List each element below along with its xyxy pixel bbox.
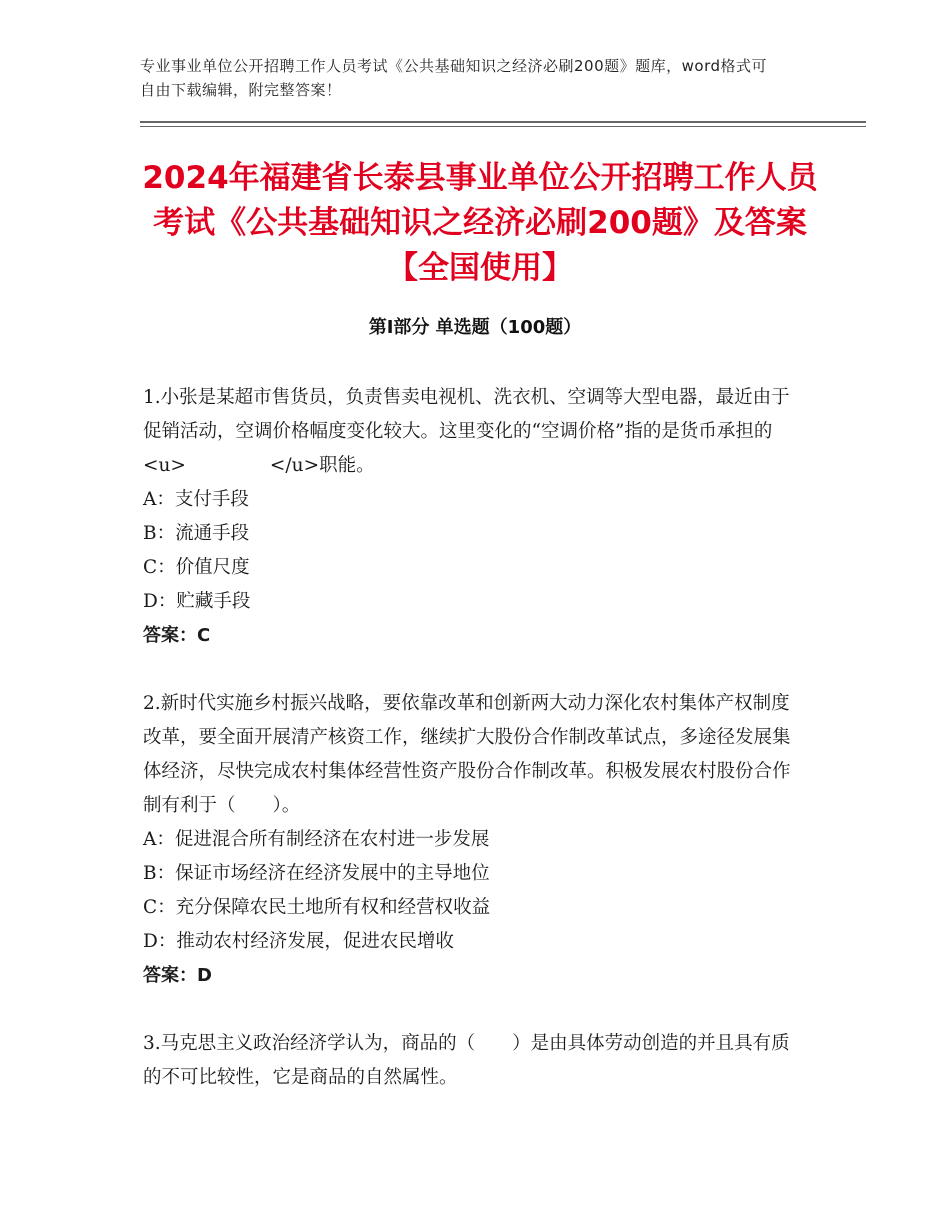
answer: 答案：D — [143, 965, 212, 986]
question-2 — [143, 687, 803, 993]
option-d: D：贮藏手段 — [143, 591, 251, 612]
header-rule-thick — [140, 121, 866, 123]
question-stem: 3.马克思主义政治经济学认为，商品的（ ）是由具体劳动创造的并且具有质的不可比较性，它是商品的自然属性。 — [143, 1033, 790, 1088]
answer: 答案：C — [143, 625, 211, 646]
question-1 — [143, 381, 803, 653]
header-note: 专业事业单位公开招聘工作人员考试《公共基础知识之经济必刷200题》题库，word格式可自由下载编辑，附完整答案！ — [140, 57, 768, 99]
option-b: B：流通手段 — [143, 523, 250, 544]
question-stem — [143, 381, 803, 483]
option-b: B：保证市场经济在经济发展中的主导地位 — [143, 863, 490, 884]
option-c: C：充分保障农民土地所有权和经营权收益 — [143, 897, 491, 918]
section-title: 第Ⅰ部分 单选题（100题） — [368, 317, 582, 338]
option-a: A：支付手段 — [143, 489, 249, 510]
question-3 — [143, 1027, 803, 1095]
header-rule-thin — [140, 126, 866, 127]
option-c: C：价值尺度 — [143, 557, 250, 578]
question-stem-start: 1.小张是某超市售货员，负责售卖电视机、洗衣机、空调等大型电器，最近由于促销活动，空调价格幅度变化较大。这里变化的“空调价格”指的是货币承担的<u> — [143, 387, 790, 476]
question-stem-end: </u>职能。 — [269, 455, 375, 476]
option-d: D：推动农村经济发展，促进农民增收 — [143, 931, 454, 952]
question-stem: 2.新时代实施乡村振兴战略，要依靠改革和创新两大动力深化农村集体产权制度改革，要全面开展清产核资工作，继续扩大股份合作制改革试点，多途径发展集体经济，尽快完成农村集体经营性资产股份合作制改革。积极发展农村股份合作制有利于（ ）。 — [143, 693, 791, 816]
option-a: A：促进混合所有制经济在农村进一步发展 — [143, 829, 490, 850]
document-title: 2024年福建省长泰县事业单位公开招聘工作人员考试《公共基础知识之经济必刷200题》及答案【全国使用】 — [142, 160, 818, 286]
